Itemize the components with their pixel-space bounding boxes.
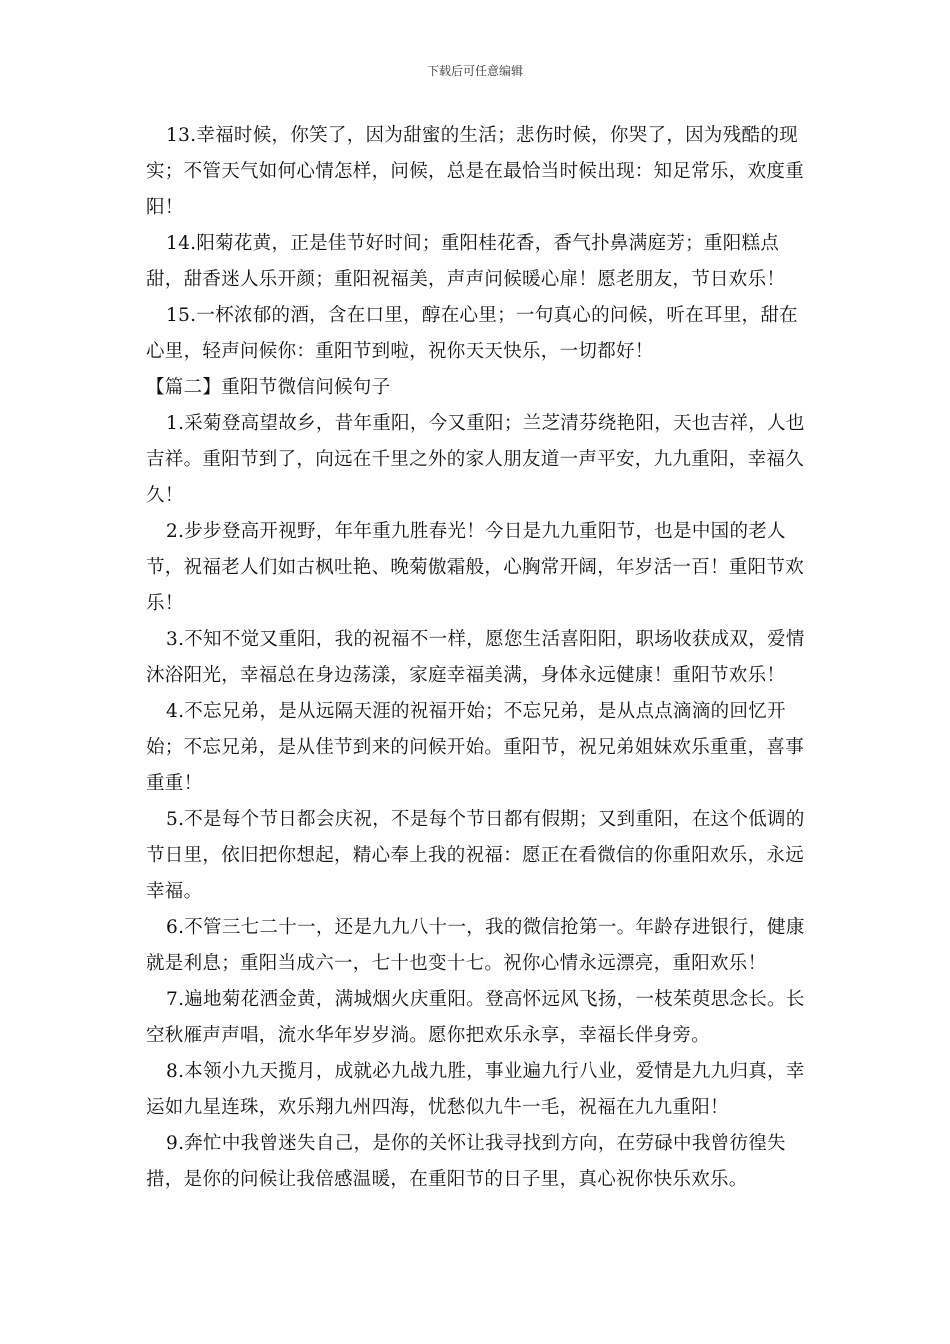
- section-heading: 【篇二】重阳节微信问候句子: [146, 377, 391, 398]
- paragraph-1: 1.采菊登高望故乡，昔年重阳，今又重阳；兰芝清芬绕艳阳，天也吉祥，人也吉祥。重阳节到了，向远在千里之外的家人朋友道一声平安，九九重阳，幸福久久！: [146, 413, 805, 506]
- paragraph-8: 8.本领小九天揽月，成就必九战九胜，事业遍九行八业，爱情是九九归真，幸运如九星连珠，欢乐翔九州四海，忧愁似九牛一毛，祝福在九九重阳！: [146, 1061, 805, 1118]
- paragraph-7: 7.遍地菊花洒金黄，满城烟火庆重阳。登高怀远风飞扬，一枝茱萸思念长。长空秋雁声声唱，流水华年岁岁淌。愿你把欢乐永享，幸福长伴身旁。: [146, 989, 805, 1046]
- paragraph-2: 2.步步登高开视野，年年重九胜春光！今日是九九重阳节，也是中国的老人节，祝福老人们如古枫吐艳、晚菊傲霜般，心胸常开阔，年岁活一百！重阳节欢乐！: [146, 521, 805, 614]
- paragraph-4: 4.不忘兄弟，是从远隔天涯的祝福开始；不忘兄弟，是从点点滴滴的回忆开始；不忘兄弟，是从佳节到来的问候开始。重阳节，祝兄弟姐妹欢乐重重，喜事重重！: [146, 701, 805, 794]
- page-header-note: 下载后可任意编辑: [426, 64, 523, 78]
- paragraph-15: 15.一杯浓郁的酒，含在口里，醇在心里；一句真心的问候，听在耳里，甜在心里，轻声问候你：重阳节到啦，祝你天天快乐，一切都好！: [146, 305, 798, 362]
- paragraph-6: 6.不管三七二十一，还是九九八十一，我的微信抢第一。年龄存进银行，健康就是利息；重阳当成六一，七十也变十七。祝你心情永远漂亮，重阳欢乐！: [146, 917, 805, 974]
- paragraph-5: 5.不是每个节日都会庆祝，不是每个节日都有假期；又到重阳，在这个低调的节日里，依旧把你想起，精心奉上我的祝福：愿正在看微信的你重阳欢乐，永远幸福。: [146, 809, 805, 902]
- document-body: [146, 118, 814, 1198]
- paragraph-9: 9.奔忙中我曾迷失自己，是你的关怀让我寻找到方向，在劳碌中我曾彷徨失措，是你的问候让我倍感温暖，在重阳节的日子里，真心祝你快乐欢乐。: [146, 1133, 786, 1190]
- paragraph-14: 14.阳菊花黄，正是佳节好时间；重阳桂花香，香气扑鼻满庭芳；重阳糕点甜，甜香迷人乐开颜；重阳祝福美，声声问候暖心扉！愿老朋友，节日欢乐！: [146, 233, 786, 290]
- paragraph-3: 3.不知不觉又重阳，我的祝福不一样，愿您生活喜阳阳，职场收获成双，爱情沐浴阳光，幸福总在身边荡漾，家庭幸福美满，身体永远健康！重阳节欢乐！: [146, 629, 805, 686]
- paragraph-13: 13.幸福时候，你笑了，因为甜蜜的生活；悲伤时候，你哭了，因为残酷的现实；不管天气如何心情怎样，问候，总是在最恰当时候出现：知足常乐，欢度重阳！: [146, 125, 805, 218]
